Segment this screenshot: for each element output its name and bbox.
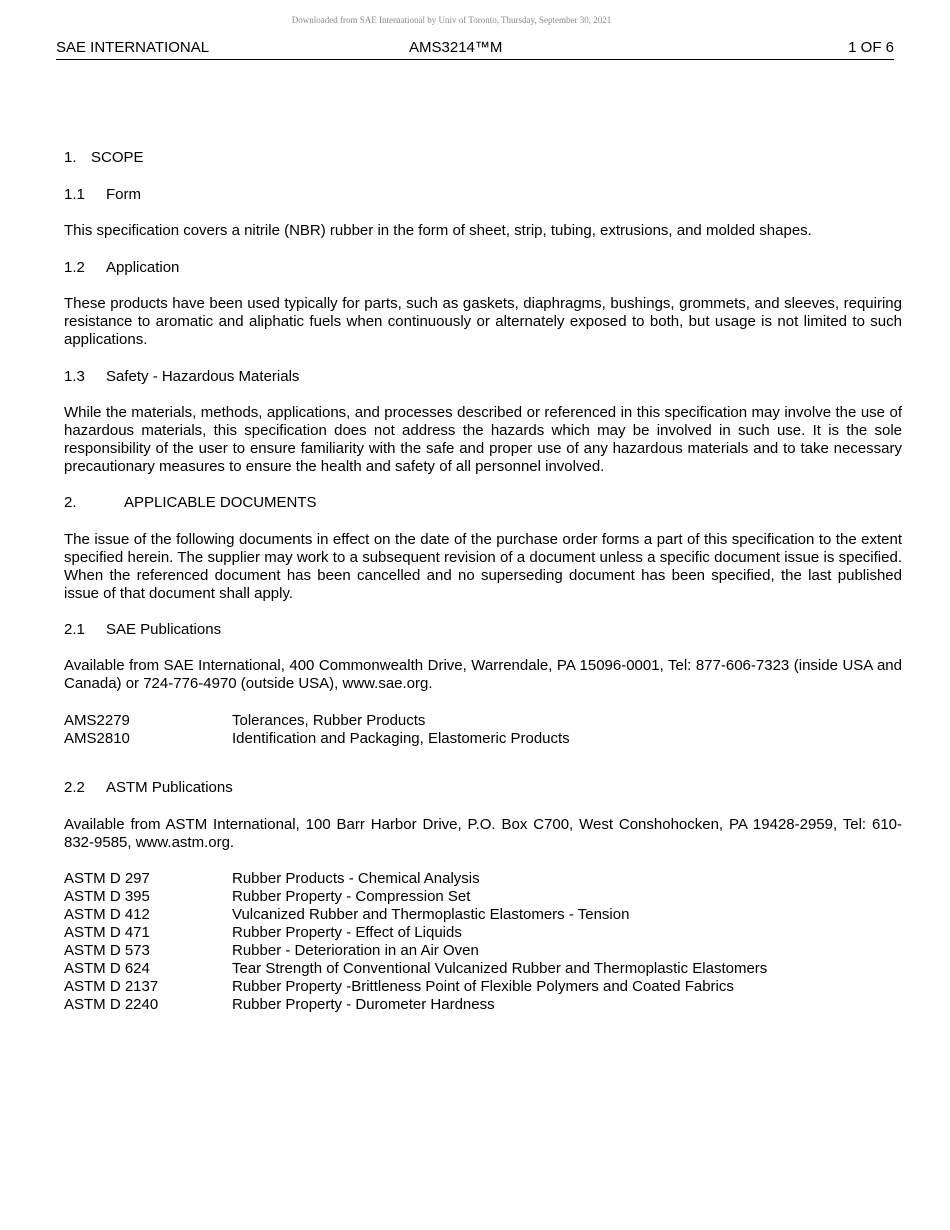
- section-1-3-heading: [64, 368, 902, 386]
- header-page-number: 1 OF 6: [848, 39, 894, 56]
- document-code: ASTM D 412: [64, 906, 150, 923]
- section-1-1-paragraph: This specification covers a nitrile (NBR) rubber in the form of sheet, strip, tubing, extrusions, and molded shapes.: [64, 222, 812, 239]
- header-organization: SAE INTERNATIONAL: [56, 39, 210, 56]
- document-code: AMS2810: [64, 730, 130, 747]
- section-2-2-heading: [64, 779, 902, 797]
- document-code: ASTM D 2240: [64, 996, 159, 1013]
- section-2-heading: [64, 494, 902, 512]
- section-2-1-heading: [64, 621, 902, 639]
- document-code: ASTM D 2137: [64, 978, 159, 995]
- section-1-1-heading: [64, 186, 902, 204]
- section-title: Form: [106, 186, 141, 203]
- list-item: [64, 870, 902, 888]
- section-title: Safety - Hazardous Materials: [106, 368, 300, 385]
- document-code: AMS2279: [64, 712, 130, 729]
- section-number: 1.2: [64, 259, 85, 276]
- section-number: 2.1: [64, 621, 85, 638]
- list-item: [64, 942, 902, 960]
- section-1-3-paragraph: While the materials, methods, applications, and processes described or referenced in this specification may involve the use of hazardous materials, this specification does not address the hazards which may be involved in such use. It is the sole responsibility of the user to ensure familiarity with the safe and proper use of any hazardous materials and to take necessary precautionary measures to ensure the health and safety of all personnel involved.: [64, 404, 902, 475]
- document-title: Vulcanized Rubber and Thermoplastic Elastomers - Tension: [232, 906, 630, 923]
- document-title: Rubber Property -Brittleness Point of Flexible Polymers and Coated Fabrics: [232, 978, 734, 995]
- list-item: [64, 996, 902, 1014]
- section-2-2-paragraph: Available from ASTM International, 100 Barr Harbor Drive, P.O. Box C700, West Conshohocken, PA 19428-2959, Tel: 610-832-9585, www.astm.org.: [64, 816, 902, 851]
- section-title: SAE Publications: [106, 621, 222, 638]
- section-number: 2.2: [64, 779, 85, 796]
- document-code: ASTM D 624: [64, 960, 150, 977]
- document-code: ASTM D 297: [64, 870, 150, 887]
- list-item: [64, 712, 902, 730]
- section-title: APPLICABLE DOCUMENTS: [124, 494, 317, 511]
- astm-publications-list: [64, 870, 902, 1014]
- document-title: Rubber Property - Compression Set: [232, 888, 471, 905]
- list-item: [64, 924, 902, 942]
- section-title: SCOPE: [91, 149, 144, 166]
- document-title: Rubber Property - Durometer Hardness: [232, 996, 495, 1013]
- list-item: [64, 730, 902, 748]
- document-title: Tear Strength of Conventional Vulcanized Rubber and Thermoplastic Elastomers: [232, 960, 768, 977]
- list-item: [64, 888, 902, 906]
- download-watermark: Downloaded from SAE International by Univ of Toronto, Thursday, September 30, 2021: [291, 15, 612, 25]
- list-item: [64, 978, 902, 996]
- header-document-number: AMS3214™M: [409, 39, 503, 56]
- document-title: Rubber Property - Effect of Liquids: [232, 924, 462, 941]
- list-item: [64, 906, 902, 924]
- section-1-heading: [64, 149, 902, 167]
- section-title: ASTM Publications: [106, 779, 233, 796]
- document-title: Rubber - Deterioration in an Air Oven: [232, 942, 479, 959]
- document-title: Tolerances, Rubber Products: [232, 712, 426, 729]
- section-number: 2.: [64, 494, 77, 511]
- section-1-2-heading: [64, 259, 902, 277]
- document-code: ASTM D 395: [64, 888, 150, 905]
- section-number: 1.3: [64, 368, 85, 385]
- section-2-paragraph: The issue of the following documents in effect on the date of the purchase order forms a part of this specification to the extent specified herein. The supplier may work to a subsequent revision of a document unless a specific document issue is specified. When the referenced document has been cancelled and no superseding document has been specified, the last published issue of that document shall apply.: [64, 531, 902, 602]
- document-title: Identification and Packaging, Elastomeric Products: [232, 730, 570, 747]
- section-2-1-paragraph: Available from SAE International, 400 Commonwealth Drive, Warrendale, PA 15096-0001, Tel: 877-606-7323 (inside USA and Canada) or 724-776-4970 (outside USA), www.sae.org.: [64, 657, 902, 692]
- page-header: [56, 38, 894, 60]
- list-item: [64, 960, 902, 978]
- section-1-2-paragraph: These products have been used typically for parts, such as gaskets, diaphragms, bushings, grommets, and sleeves, requiring resistance to aromatic and aliphatic fuels when continuously or alternately exposed to both, but usage is not limited to such applications.: [64, 295, 902, 348]
- document-title: Rubber Products - Chemical Analysis: [232, 870, 480, 887]
- document-code: ASTM D 573: [64, 942, 150, 959]
- section-number: 1.1: [64, 186, 85, 203]
- section-title: Application: [106, 259, 180, 276]
- sae-publications-list: [64, 712, 902, 748]
- document-code: ASTM D 471: [64, 924, 150, 941]
- section-number: 1.: [64, 149, 77, 166]
